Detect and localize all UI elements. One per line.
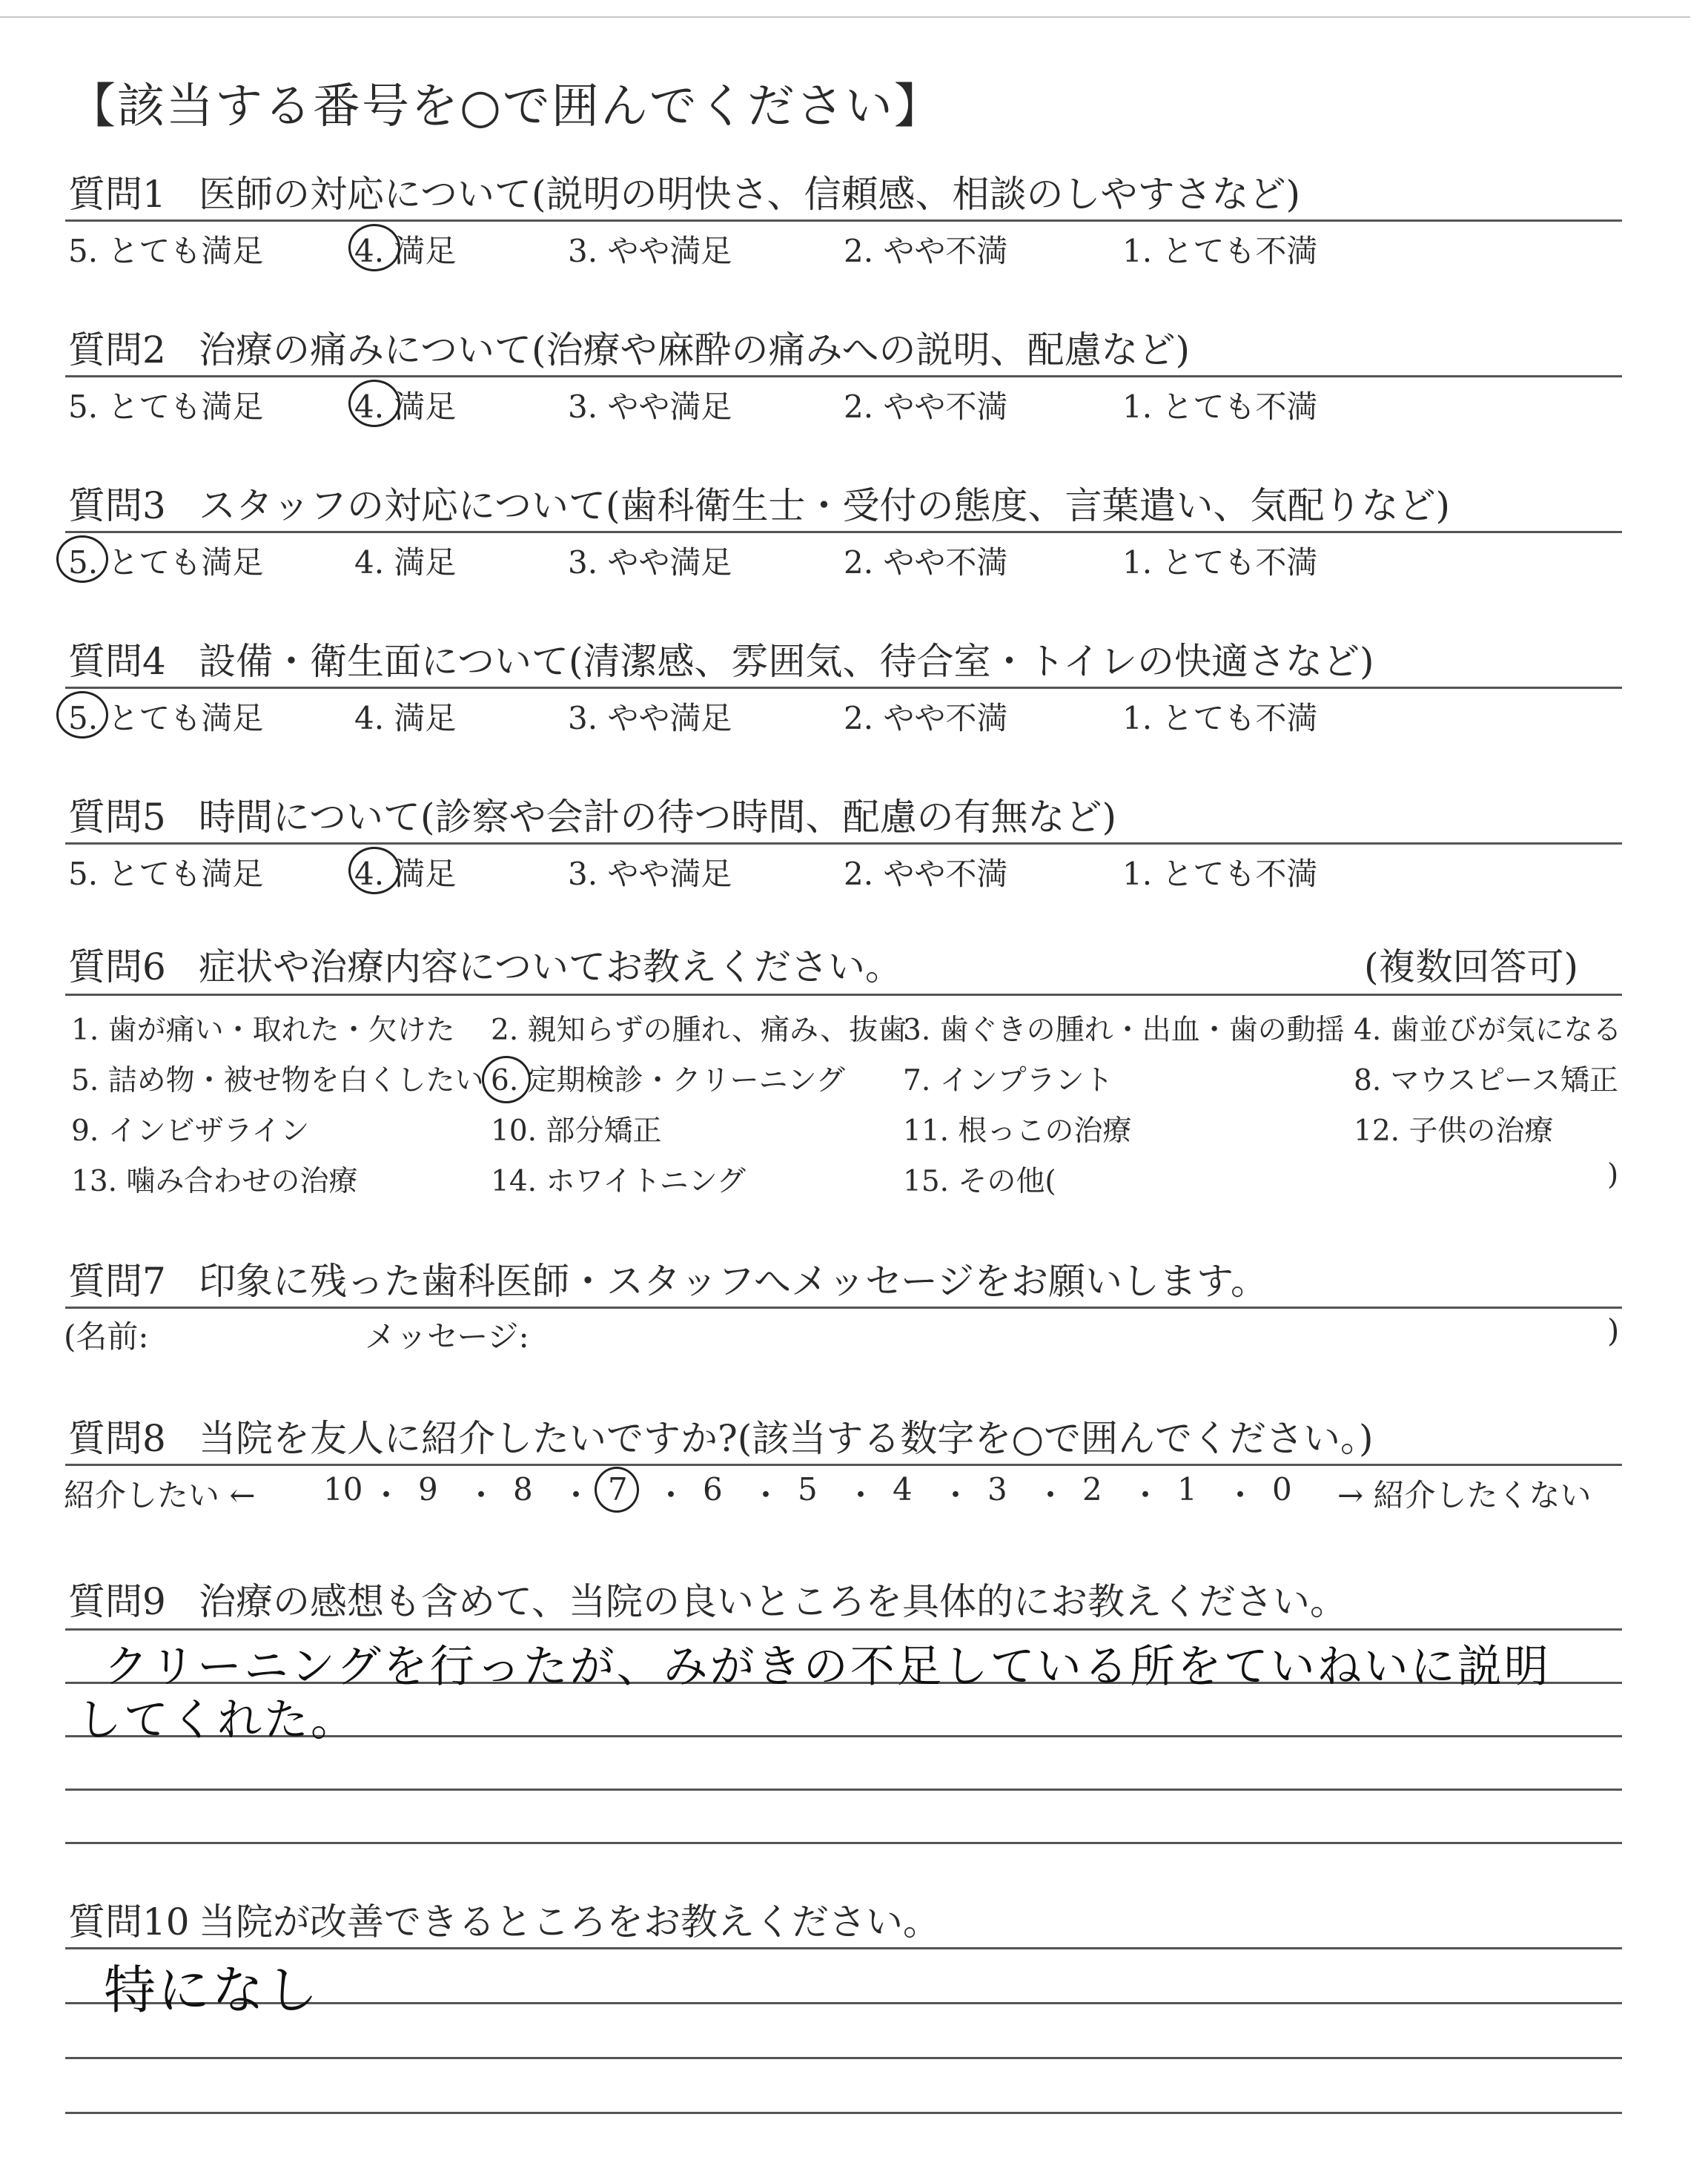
q8-label: 質問8 [68, 1417, 166, 1460]
q6-option-7[interactable]: 7. インプラント [903, 1064, 1113, 1097]
q3-option-3[interactable]: 3. やや満足 [568, 544, 732, 581]
q1-option-2[interactable]: 2. やや不満 [844, 233, 1008, 269]
q5-selection-circle [348, 847, 400, 894]
q8-selection-circle [595, 1467, 639, 1513]
q5-label: 質問5 [68, 796, 166, 839]
q10-text: 当院が改善できるところをお教えください。 [199, 1900, 940, 1943]
q9-label: 質問9 [68, 1580, 166, 1623]
q7-text: 印象に残った歯科医師・スタッフへメッセージをお願いします。 [199, 1260, 1268, 1303]
q7-rule [65, 1307, 1622, 1309]
q10-rule-3 [65, 2112, 1622, 2114]
q8-scale-separator: ・ [1225, 1477, 1257, 1513]
page-heading: 【該当する番号を○で囲んでください】 [68, 79, 943, 134]
q6-option-11[interactable]: 11. 根っこの治療 [903, 1114, 1132, 1148]
q7-message-label: メッセージ: [365, 1318, 529, 1355]
q5-rule [65, 842, 1622, 845]
q9-rule-0 [65, 1628, 1622, 1631]
q4-option-5[interactable]: 5. とても満足 [68, 700, 264, 736]
q2-option-5[interactable]: 5. とても満足 [68, 389, 264, 425]
q8-scale-2[interactable]: 2 [1082, 1471, 1102, 1507]
q6-option-4[interactable]: 4. 歯並びが気になる [1354, 1014, 1622, 1047]
top-edge-line [0, 16, 1690, 18]
q9-text: 治療の感想も含めて、当院の良いところを具体的にお教えください。 [199, 1580, 1347, 1623]
q4-selection-circle [56, 691, 108, 739]
q6-option-15[interactable]: 15. その他( [903, 1165, 1056, 1198]
q3-option-4[interactable]: 4. 満足 [354, 544, 457, 581]
q4-option-4[interactable]: 4. 満足 [354, 700, 457, 736]
q4-label: 質問4 [68, 640, 166, 683]
q3-text: スタッフの対応について(歯科衛生士・受付の態度、言葉遣い、気配りなど) [199, 484, 1451, 527]
q8-scale-10[interactable]: 10 [323, 1471, 363, 1507]
q6-option-9[interactable]: 9. インビザライン [71, 1114, 310, 1148]
q8-scale-separator: ・ [1035, 1477, 1067, 1513]
q2-label: 質問2 [68, 328, 166, 371]
q1-label: 質問1 [68, 173, 166, 216]
q8-left-label: 紹介したい ← [64, 1477, 256, 1513]
q8-scale-separator: ・ [1130, 1477, 1162, 1513]
q6-option-14[interactable]: 14. ホワイトニング [491, 1165, 746, 1198]
q7-label: 質問7 [68, 1260, 166, 1303]
q8-scale-separator: ・ [371, 1477, 403, 1513]
q2-option-3[interactable]: 3. やや満足 [568, 389, 732, 425]
q8-scale-8[interactable]: 8 [513, 1471, 533, 1507]
q3-option-1[interactable]: 1. とても不満 [1122, 544, 1318, 581]
q1-option-5[interactable]: 5. とても満足 [68, 233, 264, 269]
q8-scale-separator: ・ [845, 1477, 877, 1513]
q6-note: (複数回答可) [1364, 945, 1579, 988]
q1-option-1[interactable]: 1. とても不満 [1122, 233, 1318, 269]
q5-text: 時間について(診察や会計の待つ時間、配慮の有無など) [199, 796, 1117, 839]
q4-option-2[interactable]: 2. やや不満 [844, 700, 1008, 736]
q8-scale-7[interactable]: 7 [608, 1471, 628, 1507]
q8-scale-separator: ・ [940, 1477, 972, 1513]
q5-option-2[interactable]: 2. やや不満 [844, 856, 1008, 892]
q6-option-12[interactable]: 12. 子供の治療 [1354, 1114, 1554, 1148]
q8-scale-separator: ・ [655, 1477, 687, 1513]
q5-option-5[interactable]: 5. とても満足 [68, 856, 264, 892]
q8-text: 当院を友人に紹介したいですか?(該当する数字を○で囲んでください。) [199, 1417, 1374, 1460]
q9-rule-3 [65, 1789, 1622, 1791]
q6-selection-circle [482, 1056, 531, 1103]
q6-option-6[interactable]: 6. 定期検診・クリーニング [491, 1064, 845, 1097]
q8-scale-0[interactable]: 0 [1272, 1471, 1292, 1507]
q6-other-close-paren: ) [1607, 1158, 1619, 1192]
q8-scale-6[interactable]: 6 [703, 1471, 723, 1507]
q4-text: 設備・衛生面について(清潔感、雰囲気、待合室・トイレの快適さなど) [199, 640, 1374, 683]
q1-option-3[interactable]: 3. やや満足 [568, 233, 732, 269]
q2-option-1[interactable]: 1. とても不満 [1122, 389, 1318, 425]
q6-text: 症状や治療内容についてお教えください。 [199, 945, 902, 988]
q10-rule-2 [65, 2057, 1622, 2059]
q9-answer-line-1: クリーニングを行ったが、みがきの不足している所をていねいに説明 [104, 1641, 1551, 1693]
q8-scale-separator: ・ [750, 1477, 782, 1513]
q4-option-3[interactable]: 3. やや満足 [568, 700, 732, 736]
q2-text: 治療の痛みについて(治療や麻酔の痛みへの説明、配慮など) [199, 328, 1191, 371]
q4-option-1[interactable]: 1. とても不満 [1122, 700, 1318, 736]
q1-option-4[interactable]: 4. 満足 [354, 233, 457, 269]
q6-option-8[interactable]: 8. マウスピース矯正 [1354, 1064, 1618, 1097]
q3-rule [65, 531, 1622, 533]
q8-right-label: → 紹介したくない [1337, 1477, 1592, 1513]
q2-option-4[interactable]: 4. 満足 [354, 389, 457, 425]
q2-selection-circle [348, 380, 400, 427]
q3-selection-circle [56, 535, 108, 583]
q8-scale-5[interactable]: 5 [798, 1471, 818, 1507]
q8-scale-3[interactable]: 3 [987, 1471, 1007, 1507]
q8-scale-4[interactable]: 4 [893, 1471, 913, 1507]
q2-option-2[interactable]: 2. やや不満 [844, 389, 1008, 425]
q6-option-10[interactable]: 10. 部分矯正 [491, 1114, 662, 1148]
q8-rule [65, 1464, 1622, 1466]
q9-answer-line-2: してくれた。 [77, 1694, 357, 1746]
q5-option-1[interactable]: 1. とても不満 [1122, 856, 1318, 892]
q3-option-5[interactable]: 5. とても満足 [68, 544, 264, 581]
q8-scale-separator: ・ [560, 1477, 592, 1513]
q6-option-13[interactable]: 13. 噛み合わせの治療 [71, 1165, 358, 1198]
q5-option-4[interactable]: 4. 満足 [354, 856, 457, 892]
q6-option-1[interactable]: 1. 歯が痛い・取れた・欠けた [71, 1014, 455, 1047]
q1-selection-circle [348, 224, 400, 271]
q7-name-label: (名前: [64, 1318, 149, 1355]
q3-label: 質問3 [68, 484, 166, 527]
q10-label: 質問10 [68, 1900, 190, 1943]
q5-option-3[interactable]: 3. やや満足 [568, 856, 732, 892]
q4-rule [65, 687, 1622, 689]
q1-text: 医師の対応について(説明の明快さ、信頼感、相談のしやすさなど) [199, 173, 1301, 216]
q3-option-2[interactable]: 2. やや不満 [844, 544, 1008, 581]
q9-rule-4 [65, 1842, 1622, 1844]
q2-rule [65, 375, 1622, 377]
q6-label: 質問6 [68, 945, 166, 988]
q6-option-2[interactable]: 2. 親知らずの腫れ、痛み、抜歯 [491, 1014, 907, 1047]
q6-rule [65, 994, 1622, 996]
q6-option-5[interactable]: 5. 詰め物・被せ物を白くしたい [71, 1064, 484, 1097]
q6-option-3[interactable]: 3. 歯ぐきの腫れ・出血・歯の動揺 [903, 1014, 1345, 1047]
q8-scale-separator: ・ [466, 1477, 497, 1513]
q8-scale-1[interactable]: 1 [1177, 1471, 1197, 1507]
q7-close-paren: ) [1607, 1312, 1620, 1349]
q8-scale-9[interactable]: 9 [418, 1471, 438, 1507]
q1-rule [65, 219, 1622, 222]
q10-answer: 特になし [104, 1960, 320, 2021]
